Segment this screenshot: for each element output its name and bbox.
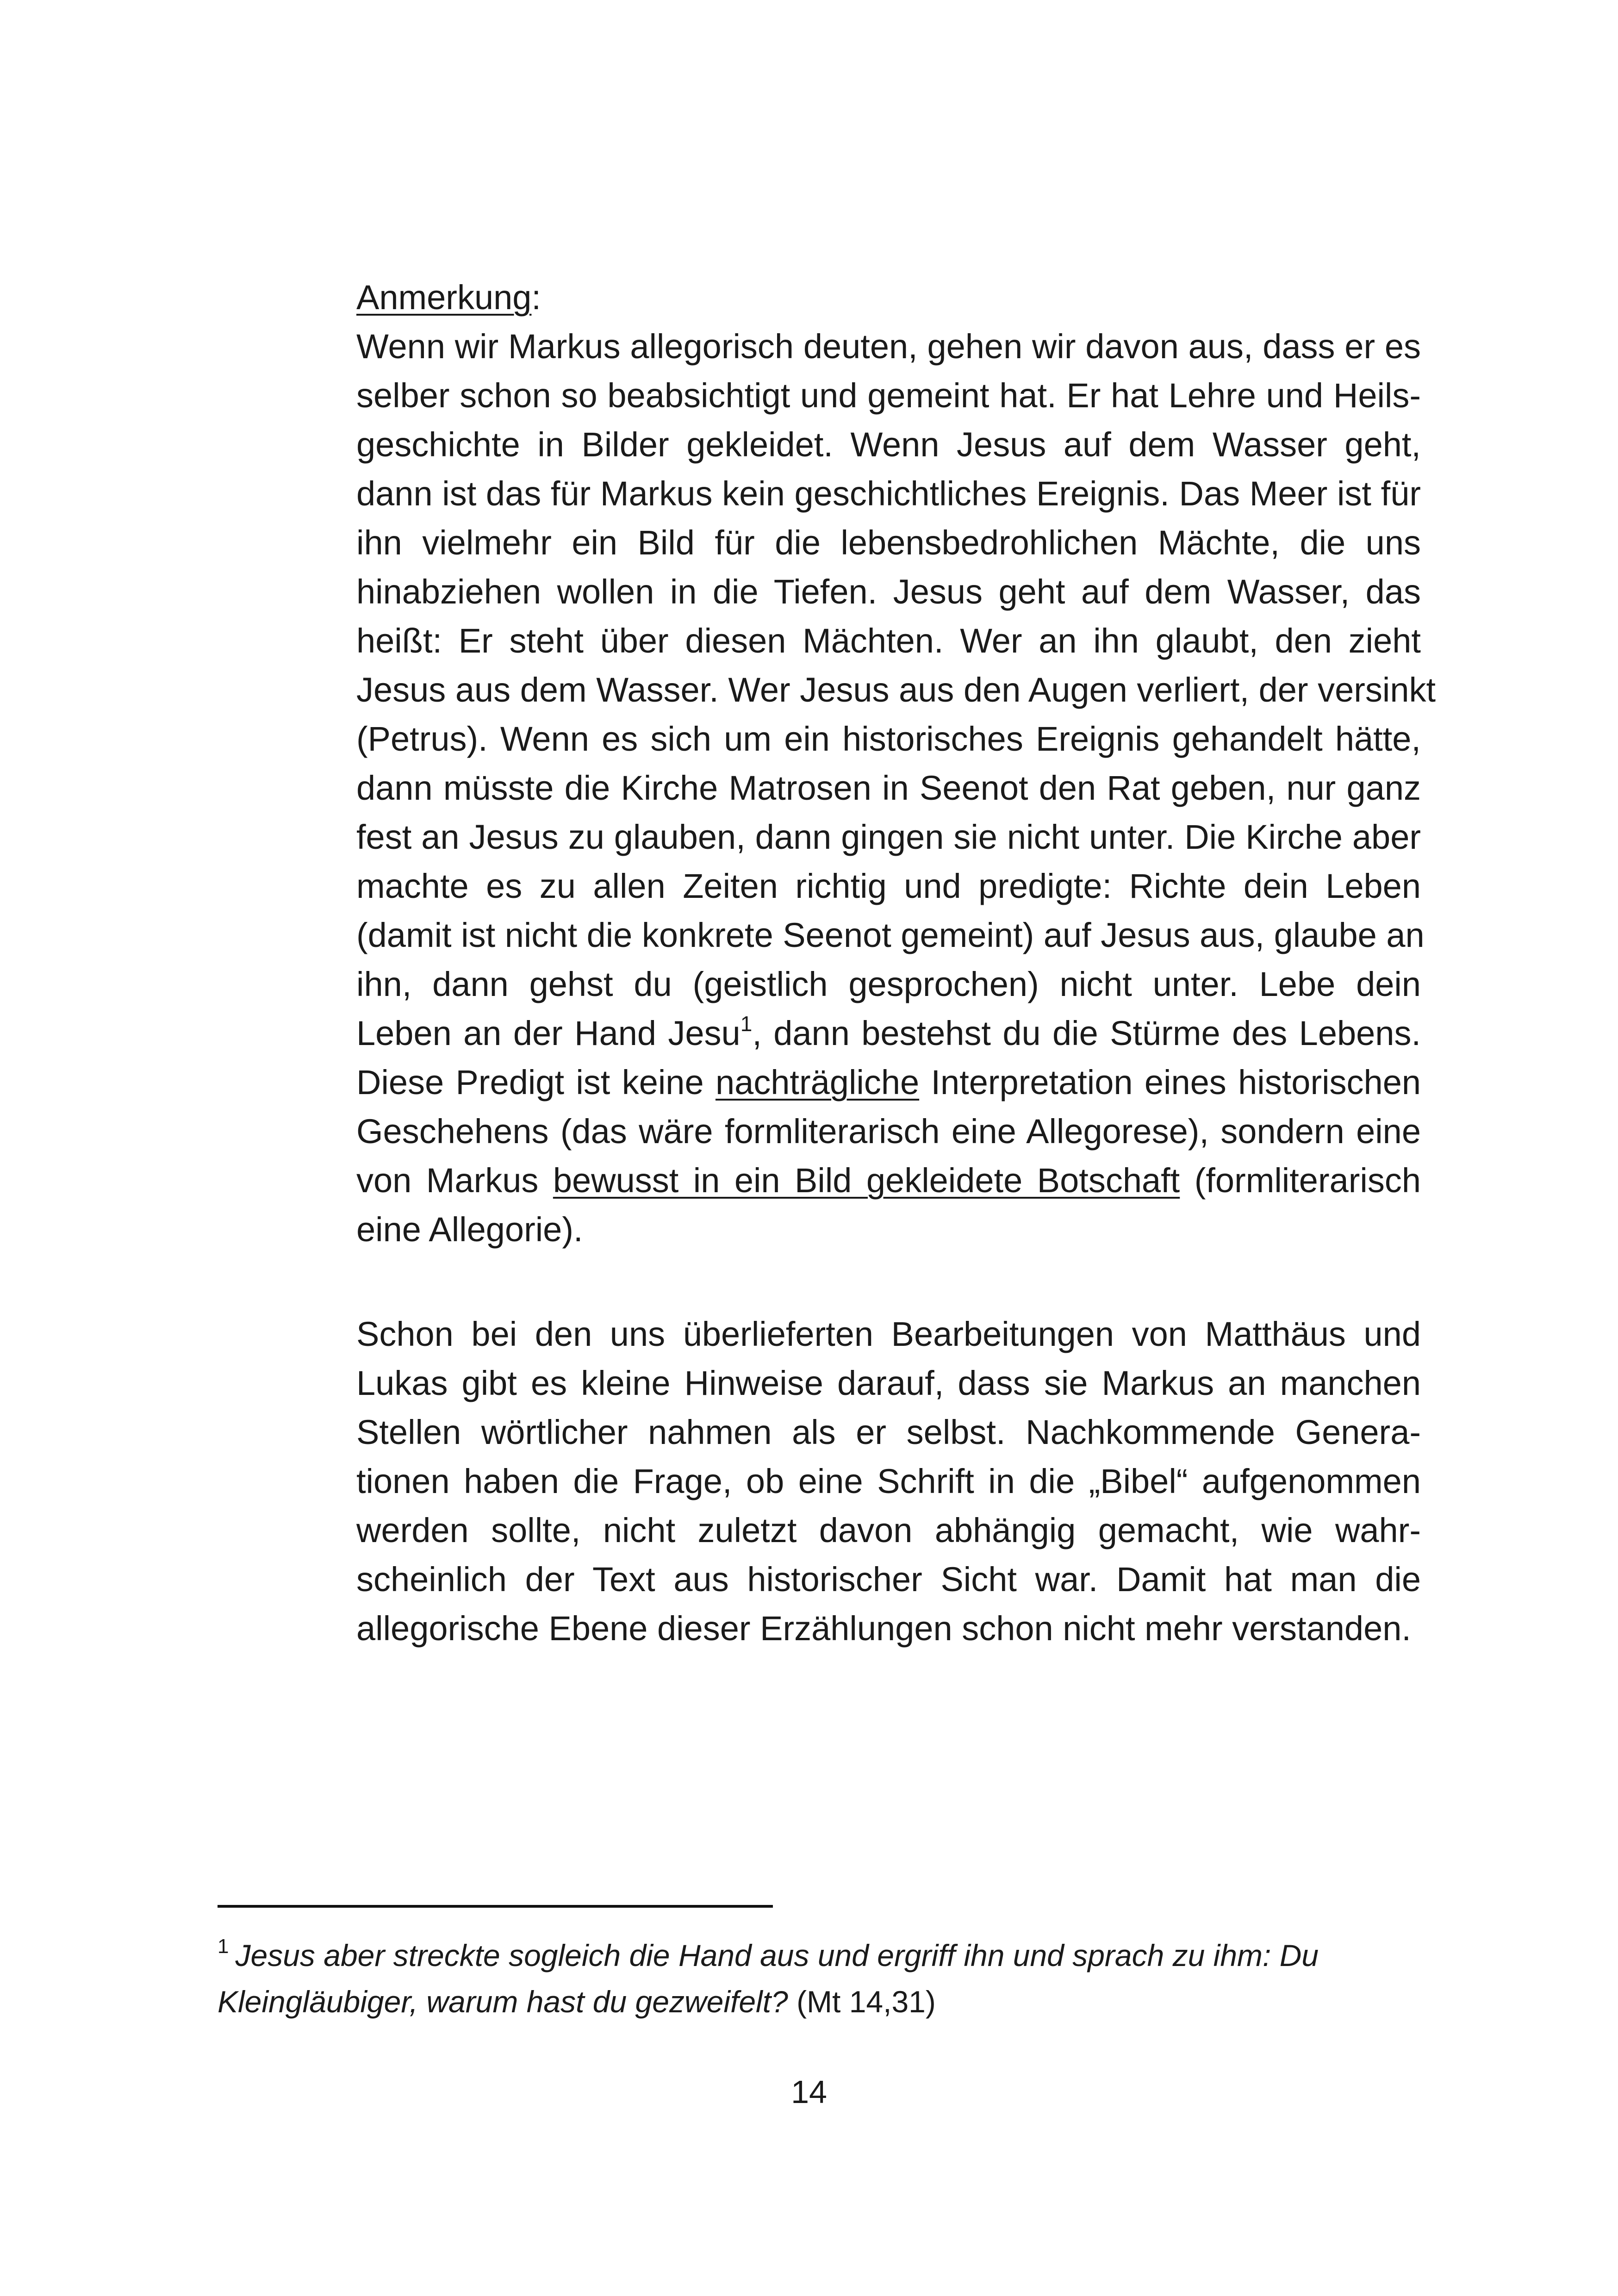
text-segment: Leben an der Hand Jesu: [356, 1014, 741, 1052]
text-line: Geschehens (das wäre formliterarisch eine Allegorese), sondern eine: [356, 1112, 1421, 1151]
text-line: heißt: Er steht über diesen Mächten. Wer an ihn glaubt, den zieht: [356, 622, 1421, 660]
footnote-citation: (Mt 14,31): [788, 1985, 936, 2019]
text-line-with-footnote-ref: [356, 1009, 1421, 1058]
text-line: dann ist das für Markus kein geschichtliches Ereignis. Das Meer ist für: [356, 474, 1421, 513]
text-line: [356, 1156, 1421, 1205]
text-line: ihn vielmehr ein Bild für die lebensbedrohlichen Mächte, die uns: [356, 523, 1421, 562]
text-line: Jesus aus dem Wasser. Wer Jesus aus den Augen verliert, der versinkt: [356, 671, 1436, 709]
text-line: allegorische Ebene dieser Erzählungen schon nicht mehr verstanden.: [356, 1609, 1411, 1648]
footnote-line: [218, 1932, 1421, 1979]
footnote: [218, 1932, 1421, 2025]
text-line: Stellen wörtlicher nahmen als er selbst. Nachkommende Genera-: [356, 1413, 1421, 1451]
text-segment: (formliterarisch: [1180, 1161, 1421, 1200]
footnote-number: 1: [218, 1935, 229, 1958]
text-line: fest an Jesus zu glauben, dann gingen sie nicht unter. Die Kirche aber: [356, 818, 1421, 856]
text-segment: Interpretation eines historischen: [919, 1063, 1421, 1101]
text-line: [356, 1058, 1421, 1107]
text-line: scheinlich der Text aus historischer Sicht war. Damit hat man die: [356, 1560, 1421, 1599]
footnote-quote: Jesus aber streckte sogleich die Hand aus und ergriff ihn und sprach zu ihm: Du: [235, 1938, 1319, 1972]
footnote-line: [218, 1979, 1421, 2025]
text-line: dann müsste die Kirche Matrosen in Seenot den Rat geben, nur ganz: [356, 769, 1421, 807]
footnote-divider: [218, 1905, 773, 1908]
text-line: geschichte in Bilder gekleidet. Wenn Jesus auf dem Wasser geht,: [356, 425, 1421, 464]
note-heading-colon: :: [531, 278, 541, 317]
text-line: tionen haben die Frage, ob eine Schrift in die „Bibel“ aufgenommen: [356, 1462, 1421, 1500]
footnote-reference[interactable]: 1: [740, 1012, 753, 1036]
text-segment: Diese Predigt ist keine: [356, 1063, 716, 1101]
footnote-quote: Kleingläubiger, warum hast du gezweifelt?: [218, 1985, 788, 2019]
text-line: (Petrus). Wenn es sich um ein historisches Ereignis gehandelt hätte,: [356, 720, 1421, 758]
text-line: selber schon so beabsichtigt und gemeint hat. Er hat Lehre und Heils-: [356, 376, 1421, 415]
text-line: Wenn wir Markus allegorisch deuten, gehen wir davon aus, dass er es: [356, 327, 1421, 366]
text-segment: , dann bestehst du die Stürme des Lebens.: [752, 1014, 1421, 1052]
text-line: hinabziehen wollen in die Tiefen. Jesus geht auf dem Wasser, das: [356, 572, 1421, 611]
text-line: eine Allegorie).: [356, 1210, 583, 1249]
note-heading-line: [356, 273, 1421, 322]
text-line: (damit ist nicht die konkrete Seenot gemeint) auf Jesus aus, glaube an: [356, 916, 1425, 954]
text-line: machte es zu allen Zeiten richtig und predigte: Richte dein Leben: [356, 867, 1421, 905]
page-number: 14: [791, 2074, 827, 2110]
underlined-emphasis: bewusst in ein Bild gekleidete Botschaft: [553, 1161, 1180, 1200]
text-line: ihn, dann gehst du (geistlich gesprochen) nicht unter. Lebe dein: [356, 965, 1421, 1003]
text-line: werden sollte, nicht zuletzt davon abhängig gemacht, wie wahr-: [356, 1511, 1421, 1549]
text-line: Schon bei den uns überlieferten Bearbeitungen von Matthäus und: [356, 1315, 1421, 1353]
note-heading: Anmerkung: [356, 278, 532, 317]
note-paragraph: [356, 273, 1436, 1254]
second-paragraph: [356, 1310, 1421, 1653]
underlined-emphasis: nachträgliche: [715, 1063, 920, 1101]
text-line: Lukas gibt es kleine Hinweise darauf, dass sie Markus an manchen: [356, 1364, 1421, 1402]
text-segment: von Markus: [356, 1161, 553, 1200]
